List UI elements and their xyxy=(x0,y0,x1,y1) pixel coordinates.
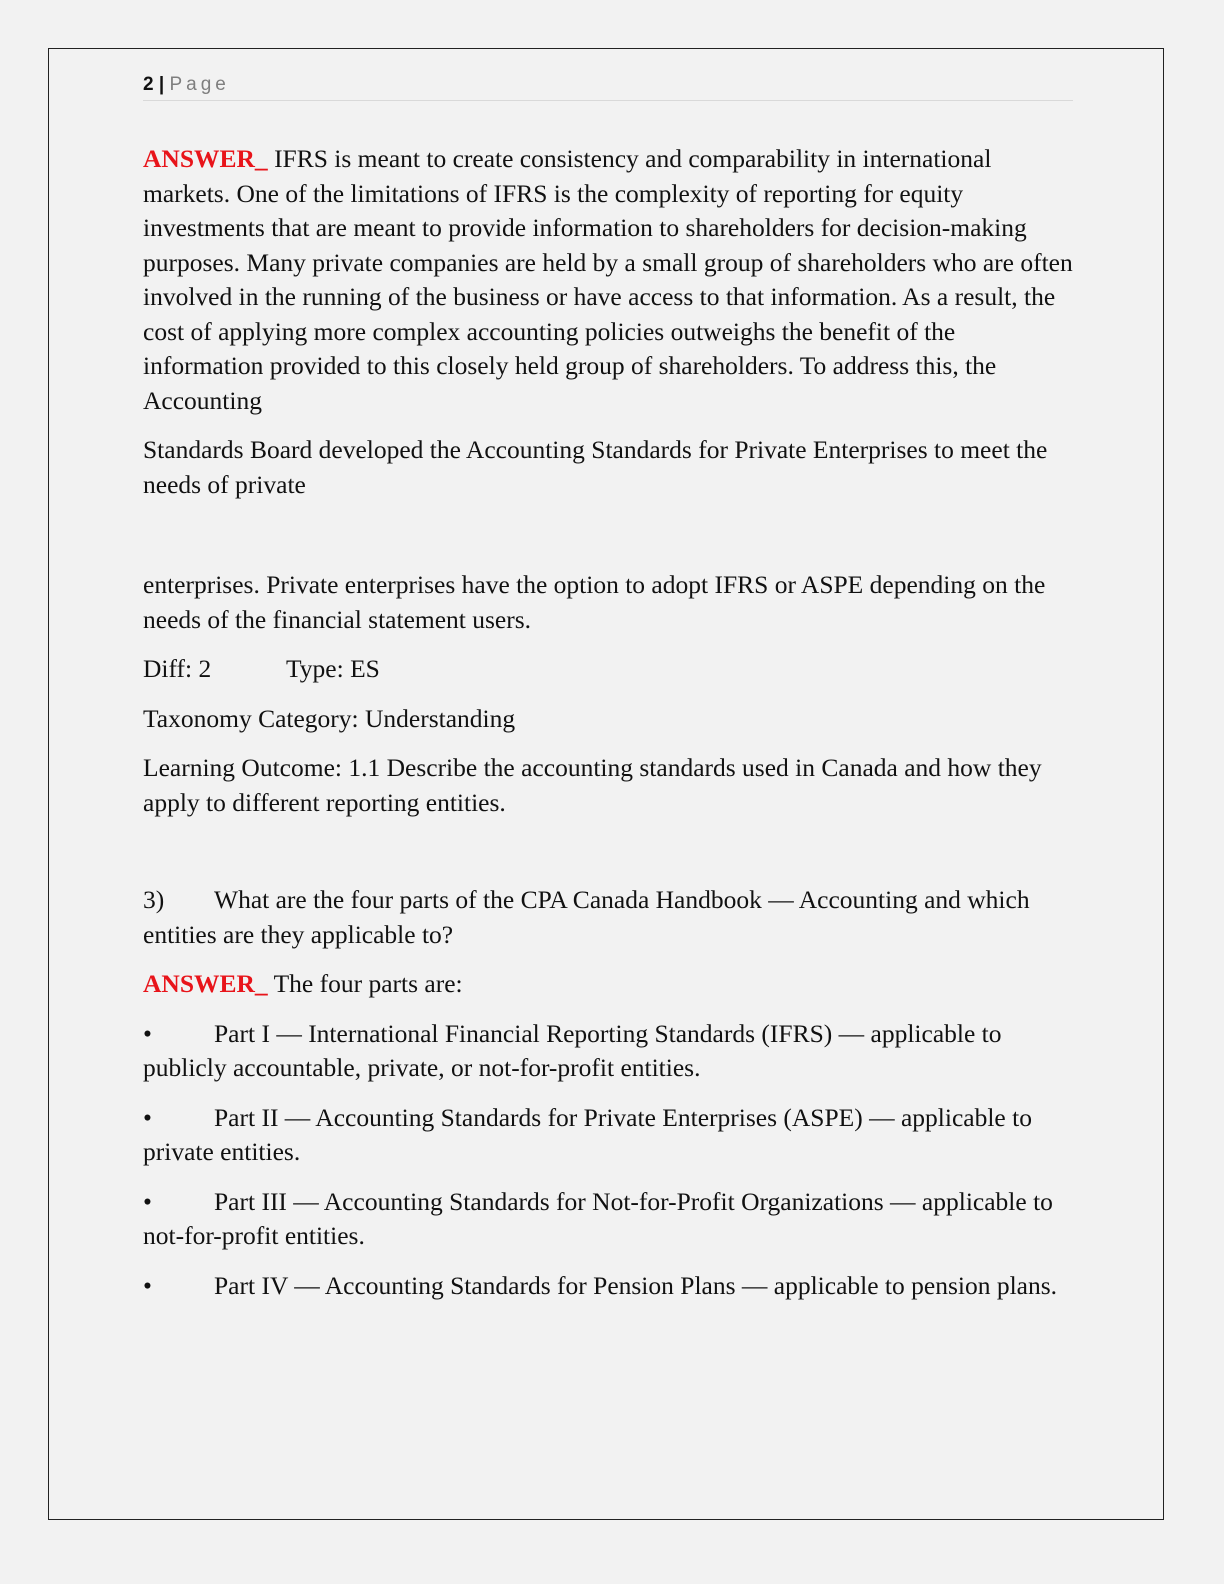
difficulty: Diff: 2 xyxy=(143,654,212,683)
difficulty-line xyxy=(143,652,1073,687)
list-item xyxy=(143,1101,1073,1170)
answer-paragraph-1 xyxy=(143,142,1073,418)
answer-intro-text: The four parts are: xyxy=(267,969,463,998)
bullet-icon: • xyxy=(143,1186,152,1216)
page-number: 2 xyxy=(143,74,154,95)
bullet-icon: • xyxy=(143,1270,152,1300)
list-item xyxy=(143,1185,1073,1254)
question-text: What are the four parts of the CPA Canada Handbook — Accounting and which entities are they applicable to? xyxy=(143,885,1030,949)
list-item-text: Part I — International Financial Reporting Standards (IFRS) — applicable to publicly accountable, private, or not-for-profit entities. xyxy=(143,1018,1002,1082)
list-item xyxy=(143,1269,1073,1304)
taxonomy-category: Taxonomy Category: Understanding xyxy=(143,703,516,733)
question-type: Type: ES xyxy=(286,654,380,683)
answer-paragraph-3: enterprises. Private enterprises have the option to adopt IFRS or ASPE depending on the needs of the financial statement users. xyxy=(143,570,1046,634)
bullet-icon: • xyxy=(143,1018,152,1048)
header-separator: | xyxy=(158,74,165,95)
list-item xyxy=(143,1017,1073,1086)
list-item-text: Part IV — Accounting Standards for Pension Plans — applicable to pension plans. xyxy=(214,1270,1058,1300)
answer-label: ANSWER_ xyxy=(143,144,268,173)
answer-text: IFRS is meant to create consistency and comparability in international markets. One of the limitations of IFRS is the complexity of reporting for equity investments that are meant to provide information to shareholders for decision-making purposes. Many private companies are held by a small group of shareholders who are often involved in the running of the business or have access to that information. As a result, the cost of applying more complex accounting policies outweighs the benefit of the information provided to this closely held group of shareholders. To address this, the Accounting xyxy=(143,144,1073,415)
answer-label: ANSWER_ xyxy=(143,969,268,998)
learning-outcome: Learning Outcome: 1.1 Describe the accounting standards used in Canada and how they apply to different reporting entities. xyxy=(143,753,1042,817)
list-item-text: Part III — Accounting Standards for Not-for-Profit Organizations — applicable to not-for-profit entities. xyxy=(143,1186,1053,1250)
page-header xyxy=(143,72,1073,101)
list-item-text: Part II — Accounting Standards for Private Enterprises (ASPE) — applicable to private entities. xyxy=(143,1102,1032,1166)
answer-3-intro xyxy=(143,967,1073,1002)
page-word: Page xyxy=(169,74,230,95)
question-number: 3) xyxy=(143,885,165,914)
question-3 xyxy=(143,883,1073,952)
bullet-icon: • xyxy=(143,1102,152,1132)
document-body xyxy=(143,142,1073,1303)
answer-paragraph-2: Standards Board developed the Accounting Standards for Private Enterprises to meet the needs of private xyxy=(143,435,1048,499)
